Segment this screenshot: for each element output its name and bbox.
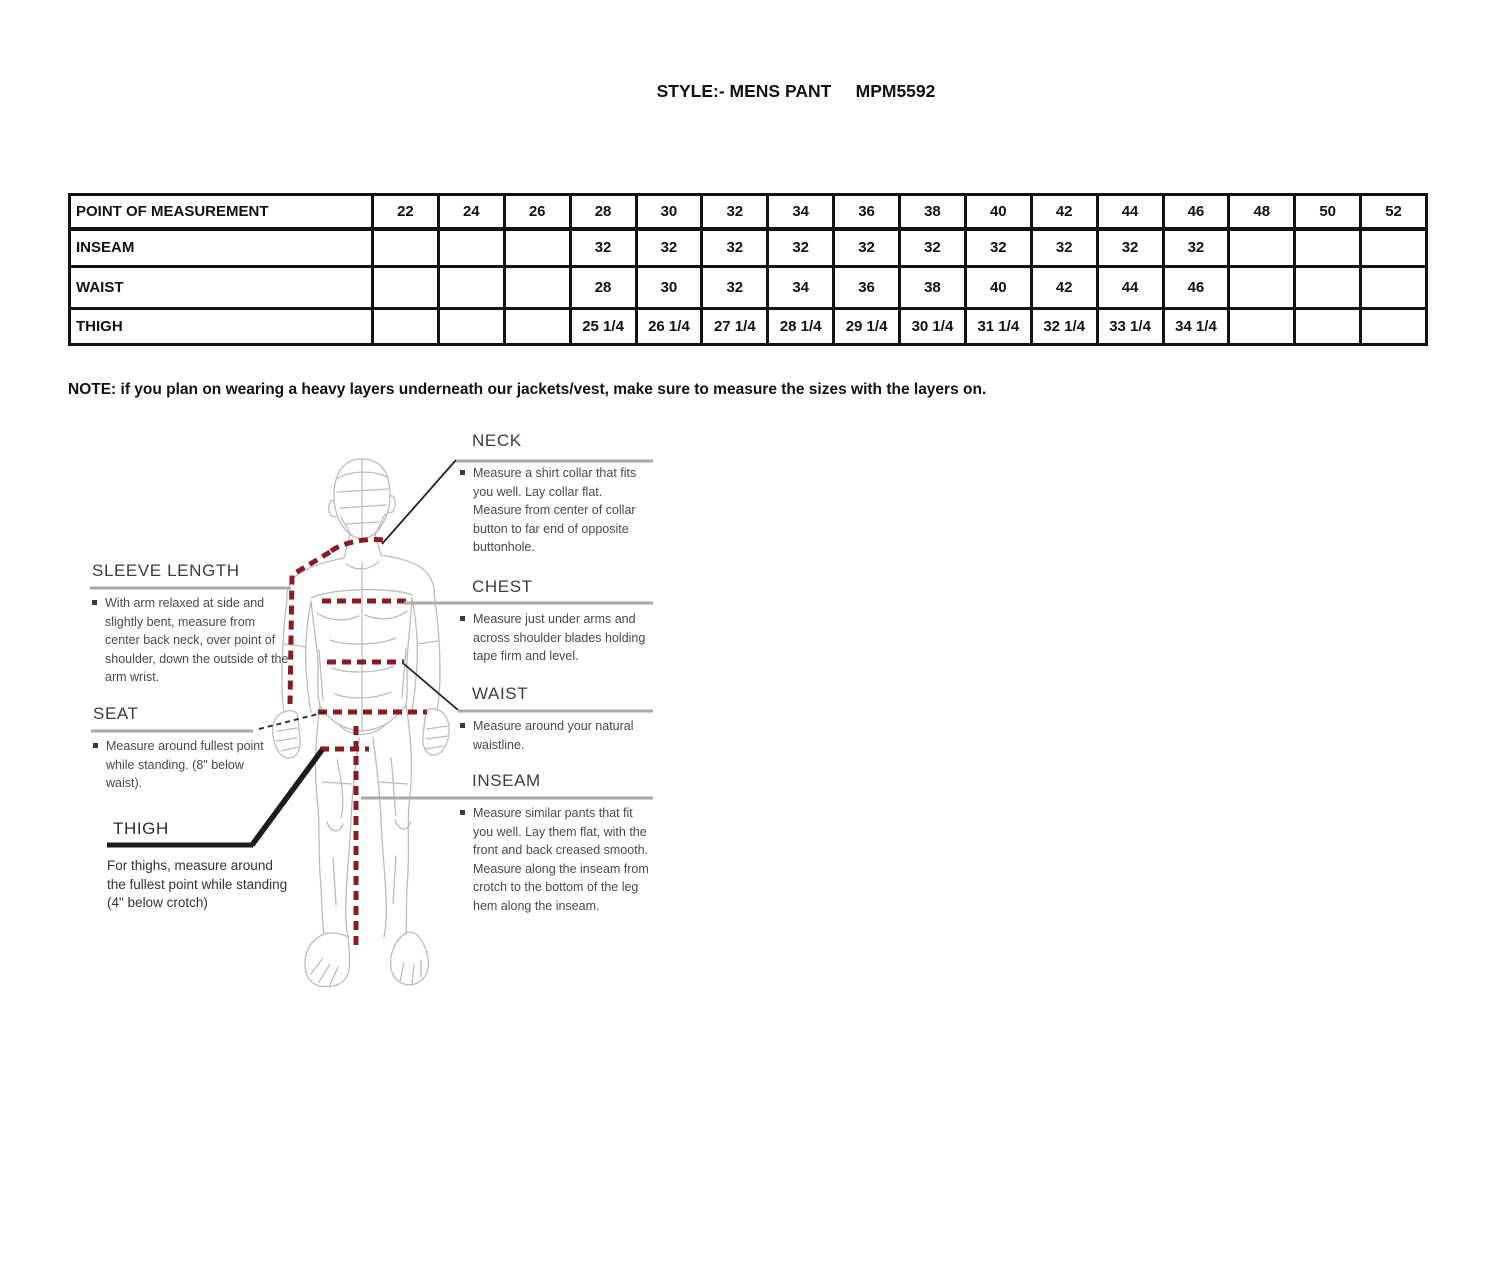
size-cell: 30 <box>636 267 702 309</box>
column-header-size: 24 <box>438 195 504 229</box>
neck-section <box>458 431 658 557</box>
thigh-heading: THIGH <box>113 819 169 838</box>
size-cell: 44 <box>1097 267 1163 309</box>
neck-connector-line <box>382 460 456 544</box>
size-cell: 32 <box>768 229 834 267</box>
size-cell: 30 1/4 <box>900 309 966 345</box>
chest-description: Measure just under arms and across shoulder blades holding tape firm and level. <box>473 612 646 663</box>
size-cell: 32 <box>702 229 768 267</box>
size-cell: 29 1/4 <box>834 309 900 345</box>
size-cell <box>1361 267 1427 309</box>
inseam-heading: INSEAM <box>472 771 541 790</box>
bullet-icon <box>92 600 97 605</box>
column-header-size: 52 <box>1361 195 1427 229</box>
size-cell: 26 1/4 <box>636 309 702 345</box>
waist-description: Measure around your natural waistline. <box>473 719 634 752</box>
size-cell <box>1229 267 1295 309</box>
column-header-size: 30 <box>636 195 702 229</box>
neck-description: Measure a shirt collar that fits you well. Lay collar flat. Measure from center of collar button to far end of opposite buttonhole. <box>473 466 637 554</box>
column-header-size: 50 <box>1295 195 1361 229</box>
seat-heading: SEAT <box>93 704 139 723</box>
size-cell <box>1295 309 1361 345</box>
inseam-description: Measure similar pants that fit you well. Lay them flat, with the front and back creased smooth. Measure along the inseam from crotch to the bottom of the leg hem along the inseam. <box>473 806 649 913</box>
size-cell <box>504 229 570 267</box>
seat-description: Measure around fullest point while standing. (8" below waist). <box>106 739 264 790</box>
bullet-icon <box>460 470 465 475</box>
seat-section <box>91 704 276 793</box>
size-cell <box>1295 267 1361 309</box>
column-header-size: 46 <box>1163 195 1229 229</box>
size-cell: 32 <box>570 229 636 267</box>
size-cell: 42 <box>1031 267 1097 309</box>
column-header-size: 28 <box>570 195 636 229</box>
size-cell: 38 <box>900 267 966 309</box>
column-header-size: 48 <box>1229 195 1295 229</box>
size-cell: 34 <box>768 267 834 309</box>
size-cell: 32 1/4 <box>1031 309 1097 345</box>
thigh-description: For thighs, measure around the fullest point while standing (4" below crotch) <box>107 858 288 910</box>
size-cell <box>1295 229 1361 267</box>
neck-measure-line <box>331 539 389 551</box>
size-cell <box>1361 309 1427 345</box>
size-cell: 46 <box>1163 267 1229 309</box>
column-header-size: 42 <box>1031 195 1097 229</box>
column-header-size: 22 <box>373 195 439 229</box>
size-cell <box>438 309 504 345</box>
size-cell: 32 <box>900 229 966 267</box>
neck-heading: NECK <box>472 431 522 450</box>
waist-section <box>458 684 658 754</box>
table-row <box>70 229 1427 267</box>
size-cell <box>1229 309 1295 345</box>
sleeve-length-heading: SLEEVE LENGTH <box>92 561 240 580</box>
size-cell <box>504 267 570 309</box>
size-cell: 32 <box>1163 229 1229 267</box>
size-cell: 40 <box>965 267 1031 309</box>
size-table-body <box>70 229 1427 345</box>
size-cell: 27 1/4 <box>702 309 768 345</box>
size-table <box>68 193 1428 346</box>
column-header-size: 36 <box>834 195 900 229</box>
column-header-size: 44 <box>1097 195 1163 229</box>
column-header-size: 32 <box>702 195 768 229</box>
chest-section <box>458 577 658 666</box>
note-text: NOTE: if you plan on wearing a heavy layers underneath our jackets/vest, make sure to measure the sizes with the layers on. <box>68 381 987 398</box>
size-cell: 32 <box>702 267 768 309</box>
row-label: INSEAM <box>70 229 373 267</box>
size-cell: 32 <box>1031 229 1097 267</box>
column-header-size: 34 <box>768 195 834 229</box>
size-cell <box>373 229 439 267</box>
size-cell: 32 <box>834 229 900 267</box>
size-cell: 34 1/4 <box>1163 309 1229 345</box>
size-cell <box>438 229 504 267</box>
bullet-icon <box>460 723 465 728</box>
sleeve-length-section <box>90 561 300 687</box>
size-cell: 31 1/4 <box>965 309 1031 345</box>
chest-heading: CHEST <box>472 577 533 596</box>
page-title: STYLE:- MENS PANT MPM5592 <box>656 81 936 101</box>
size-cell: 33 1/4 <box>1097 309 1163 345</box>
size-cell: 32 <box>636 229 702 267</box>
size-cell <box>1361 229 1427 267</box>
size-cell: 25 1/4 <box>570 309 636 345</box>
table-row <box>70 309 1427 345</box>
column-header-label: POINT OF MEASUREMENT <box>70 195 373 229</box>
bullet-icon <box>93 743 98 748</box>
thigh-section <box>107 819 307 913</box>
row-label: WAIST <box>70 267 373 309</box>
waist-heading: WAIST <box>472 684 529 703</box>
waist-connector-line <box>404 664 458 710</box>
column-header-size: 38 <box>900 195 966 229</box>
size-cell <box>1229 229 1295 267</box>
size-cell <box>504 309 570 345</box>
sleeve-length-description: With arm relaxed at side and slightly bent, measure from center back neck, over point of shoulder, down the outside of the arm wrist. <box>105 596 289 684</box>
size-cell <box>373 267 439 309</box>
size-cell: 28 <box>570 267 636 309</box>
column-header-size: 40 <box>965 195 1031 229</box>
size-cell <box>438 267 504 309</box>
size-cell: 32 <box>965 229 1031 267</box>
size-cell <box>373 309 439 345</box>
size-cell: 28 1/4 <box>768 309 834 345</box>
size-table-header-row <box>70 195 1427 229</box>
bullet-icon <box>460 616 465 621</box>
bullet-icon <box>460 810 465 815</box>
column-header-size: 26 <box>504 195 570 229</box>
table-row <box>70 267 1427 309</box>
size-cell: 32 <box>1097 229 1163 267</box>
size-cell: 36 <box>834 267 900 309</box>
inseam-section <box>458 771 663 915</box>
row-label: THIGH <box>70 309 373 345</box>
